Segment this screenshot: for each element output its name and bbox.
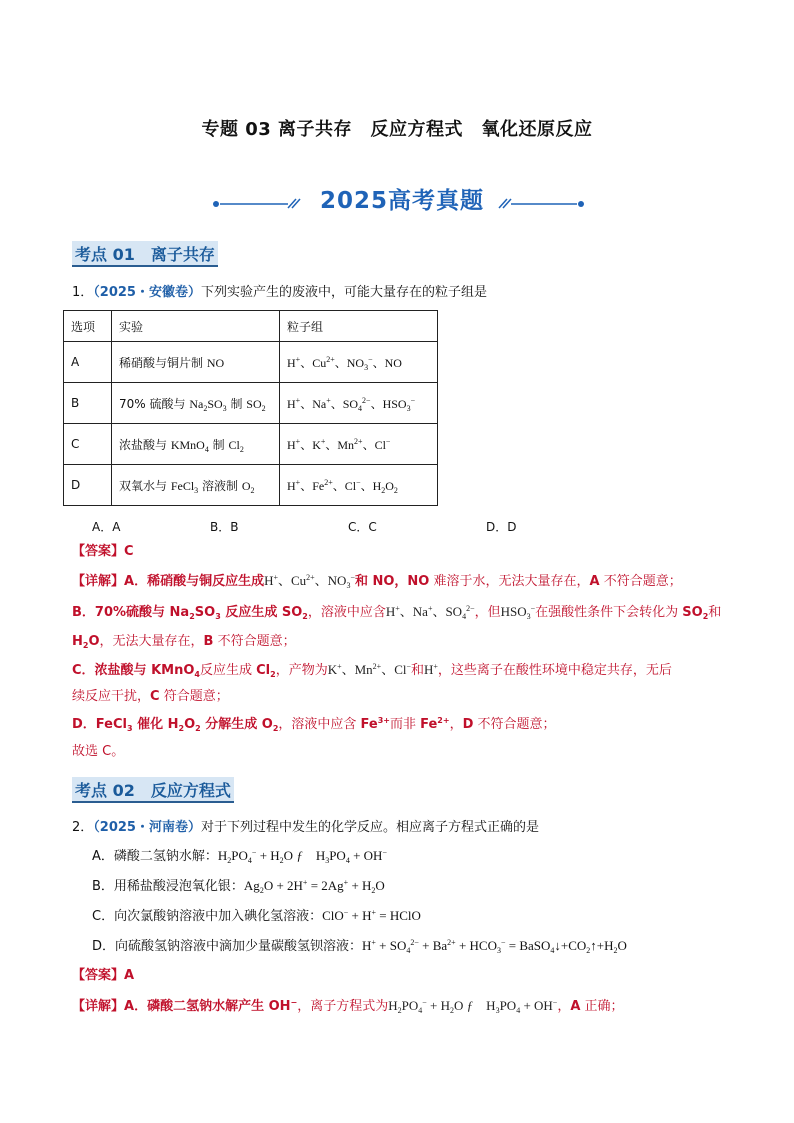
- table-cell-experiment: 浓盐酸与 KMnO$_4$ 制 $Cl_2$: [112, 424, 280, 465]
- options-table: [63, 310, 438, 506]
- table-cell-particles: H+、Na+、$SO_4^{2-}$、$HSO_3^-$: [280, 383, 438, 424]
- table-row: [64, 383, 438, 424]
- explanation-line: C．浓盐酸与 KMnO$_4$反应生成 $Cl_2$，产物为K+、$Mn^{2+}$、Cl−和H+，这些离子在酸性环境中稳定共存，无后: [72, 662, 672, 679]
- explanation-line: $H_2O$，无法大量存在，B 不符合题意；: [72, 634, 296, 650]
- choice-d: D．D: [486, 520, 517, 534]
- choice-b: B．B: [210, 520, 239, 534]
- explanation-line: D．FeCl$_3$ 催化 $H_2O_2$ 分解生成 $O_2$，溶液中应含 $Fe^{3+}$而非 $Fe^{2+}$，D 不符合题意；: [72, 716, 556, 733]
- answer-line-2: [72, 967, 134, 985]
- question-text: 对于下列过程中发生的化学反应。相应离子方程式正确的是: [200, 820, 539, 835]
- explanation-line: 续反应干扰，C 符合题意；: [72, 689, 229, 704]
- table-row: [64, 342, 438, 383]
- answer-value: A: [124, 968, 135, 983]
- table-cell-experiment: 双氧水与 FeCl$_3$ 溶液制 $O_2$: [112, 465, 280, 506]
- table-header-cell: 选项: [64, 311, 112, 342]
- choice-a: A．A: [92, 520, 121, 534]
- option-b: B．用稀盐酸浸泡氧化银：$Ag_2O + 2H^+ = 2Ag^+ + H_2O$: [92, 878, 385, 895]
- question-source: （2025・安徽卷）: [93, 285, 201, 300]
- table-cell-option: C: [64, 424, 112, 465]
- explanation-line: 【详解】A．磷酸二氢钠水解产生 OH−，离子方程式为$H_2PO_4^- + H_2O$ ƒ $H_3PO_4 + OH^-$，A 正确；: [72, 998, 624, 1015]
- question-number: 2．: [72, 820, 94, 835]
- table-cell-particles: H+、$Cu^{2+}$、$NO_3^-$、NO: [280, 342, 438, 383]
- answer-line-1: [72, 543, 134, 561]
- answer-value: C: [124, 544, 134, 559]
- banner-decoration-right: [497, 183, 587, 219]
- table-cell-option: D: [64, 465, 112, 506]
- answer-label: 【答案】: [72, 968, 125, 983]
- option-a: A．磷酸二氢钠水解：$H_2PO_4^- + H_2O$ ƒ $H_3PO_4 + OH^-$: [92, 848, 387, 865]
- answer-label: 【答案】: [72, 544, 125, 559]
- table-cell-option: B: [64, 383, 112, 424]
- option-d: D．向硫酸氢钠溶液中滴加少量碳酸氢钡溶液：$H^+ + SO_4^{2-} + Ba^{2+} + HCO_3^-$ = $BaSO_4↓+CO_2↑+H_2O$: [92, 938, 627, 955]
- choice-c: C．C: [348, 520, 377, 534]
- question-number: 1．: [72, 285, 94, 300]
- table-cell-particles: H+、K+、$Mn^{2+}$、Cl−: [280, 424, 438, 465]
- banner-title: 2025高考真题: [319, 188, 484, 214]
- question-1-stem: [72, 284, 487, 302]
- table-row: [64, 465, 438, 506]
- banner-decoration-left: [212, 183, 302, 219]
- question-text: 下列实验产生的废液中，可能大量存在的粒子组是: [200, 285, 487, 300]
- question-source: （2025・河南卷）: [93, 820, 201, 835]
- section-heading-1: 考点 01 离子共存: [72, 241, 218, 267]
- explanation-line: B．70%硫酸与 $Na_2SO_3$ 反应生成 $SO_2$，溶液中应含H+、Na+、$SO_4^{2-}$，但$HSO_3^-$在强酸性条件下会转化为 $SO_2$和: [72, 604, 722, 621]
- table-cell-experiment: 70% 硫酸与 $Na_2SO_3$ 制 $SO_2$: [112, 383, 280, 424]
- section-heading-2: 考点 02 反应方程式: [72, 777, 234, 803]
- question-2-stem: [72, 819, 539, 837]
- explanation-conclusion: 故选 C。: [72, 744, 125, 759]
- option-c: C．向次氯酸钠溶液中加入碘化氢溶液：ClO− + H+ = HClO: [92, 908, 421, 924]
- table-header-cell: 实验: [112, 311, 280, 342]
- page-title: 专题 03 离子共存 反应方程式 氧化还原反应: [201, 119, 593, 140]
- table-header-cell: 粒子组: [280, 311, 438, 342]
- table-row: [64, 424, 438, 465]
- table-cell-option: A: [64, 342, 112, 383]
- table-header-row: [64, 311, 438, 342]
- explanation-line: 【详解】A．稀硝酸与铜反应生成H+、$Cu^{2+}$、$NO_3^-$和 NO，NO 难溶于水，无法大量存在，A 不符合题意；: [72, 573, 682, 590]
- table-cell-experiment: 稀硝酸与铜片制 NO: [112, 342, 280, 383]
- banner: [212, 183, 582, 219]
- table-cell-particles: H+、$Fe^{2+}$、Cl−、$H_2O_2$: [280, 465, 438, 506]
